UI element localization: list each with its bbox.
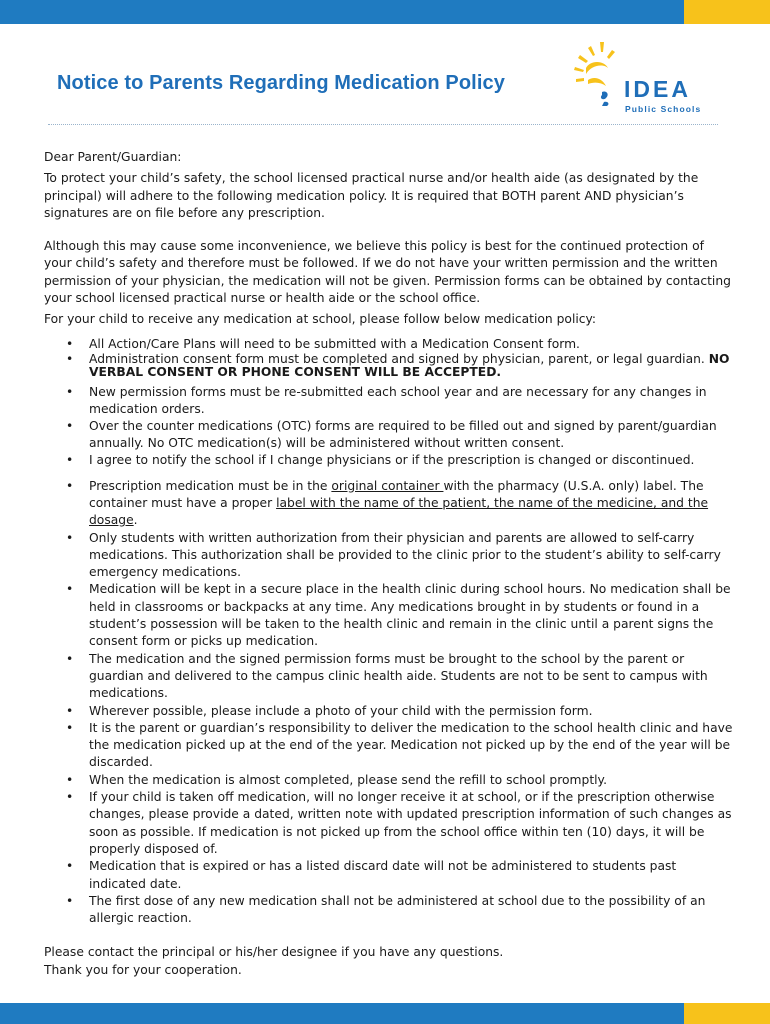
closing-thanks: Thank you for your cooperation. xyxy=(44,962,242,977)
label-requirement-text: label with the name of the patient, the name of the medicine, and the dosage xyxy=(89,495,709,528)
sunburst-icon xyxy=(566,40,626,115)
list-item: • Only students with written authorization from their physician and parents are allowed to self-carry medications. This authorization shall be provided to the clinic prior to the student’s ability to self-carry emergency medications. xyxy=(66,530,721,580)
policy-list-1 xyxy=(44,336,734,469)
bottom-color-bar xyxy=(0,1003,770,1024)
policy-list-2 xyxy=(44,478,734,928)
paragraph-intro: To protect your child’s safety, the school licensed practical nurse and/or health aide (as designated by the principal) will adhere to the following medication policy. It is required that BOTH parent AND physician’s signatures are on file before any prescription. xyxy=(44,171,699,220)
logo-wordmark: IDEA xyxy=(624,76,691,102)
paragraph-policy-intro: For your child to receive any medication at school, please follow below medication policy: xyxy=(44,312,597,327)
list-item: • If your child is taken off medication, will no longer receive it at school, or if the prescription otherwise changes, please provide a dated, written note with updated prescription information of such changes as soon as possible. If medication is not picked up from the school office within ten (10) days, it will be properly disposed of. xyxy=(66,790,732,856)
logo-subtitle: Public Schools xyxy=(625,104,702,114)
list-item: • Wherever possible, please include a photo of your child with the permission form. xyxy=(66,703,593,718)
page-title: Notice to Parents Regarding Medication Policy xyxy=(57,72,505,94)
no-verbal-consent-notice: NO VERBAL CONSENT OR PHONE CONSENT WILL BE ACCEPTED. xyxy=(89,351,730,379)
letter-body xyxy=(44,149,734,979)
list-item: • It is the parent or guardian’s responsibility to deliver the medication to the school health clinic and have the medication picked up at the end of the year. Medication not picked up by the end of the year will be discarded. xyxy=(66,720,733,770)
bottom-accent-bar xyxy=(684,1003,770,1024)
list-item: • All Action/Care Plans will need to be submitted with a Medication Consent form. xyxy=(66,336,580,351)
list-item: • New permission forms must be re-submitted each school year and are necessary for any changes in medication orders. xyxy=(66,384,707,416)
list-item: • Medication that is expired or has a listed discard date will not be administered to students past indicated date. xyxy=(66,859,677,891)
list-item: • The first dose of any new medication shall not be administered at school due to the possibility of an allergic reaction. xyxy=(66,893,706,926)
list-item: • Medication will be kept in a secure place in the health clinic during school hours. No medication shall be held in classrooms or backpacks at any time. Any medications brought in by students or found in a student’s possession will be taken to the health clinic and remain in the clinic until a parent signs the consent form or picks up medication. xyxy=(66,582,731,649)
list-item: • Administration consent form must be completed and signed by physician, parent, or legal guardian. NO VERBAL CONSENT OR PHONE CONSENT WILL BE ACCEPTED. xyxy=(66,351,730,379)
list-item: • The medication and the signed permission forms must be brought to the school by the parent or guardian and delivered to the campus clinic health aide. Students are not to be sent to campus with medications. xyxy=(66,651,708,701)
list-item: • I agree to notify the school if I change physicians or if the prescription is changed or discontinued. xyxy=(66,452,695,467)
list-item: • Over the counter medications (OTC) forms are required to be filled out and signed by parent/guardian annually. No OTC medication(s) will be administered without written consent. xyxy=(66,418,717,450)
header-divider xyxy=(48,124,718,125)
paragraph-permission: Although this may cause some inconvenience, we believe this policy is best for the continued protection of your child’s safety and therefore must be followed. If we do not have your written permission and the written permission of your physician, the medication will not be given. Permission forms can be obtained by contacting your school licensed practical nurse or health aide or the school office. xyxy=(44,239,731,306)
original-container-text: original container xyxy=(331,478,444,493)
idea-logo xyxy=(566,40,716,115)
closing-contact: Please contact the principal or his/her designee if you have any questions. xyxy=(44,945,504,960)
greeting: Dear Parent/Guardian: xyxy=(44,150,182,164)
list-item: • Prescription medication must be in the original container with the pharmacy (U.S.A. only) label. The container must have a proper label with the name of the patient, the name of the medicine, and the dosage. xyxy=(66,478,709,528)
top-color-bar xyxy=(0,0,770,24)
top-accent-bar xyxy=(684,0,770,24)
list-item: • When the medication is almost completed, please send the refill to school promptly. xyxy=(66,772,607,787)
